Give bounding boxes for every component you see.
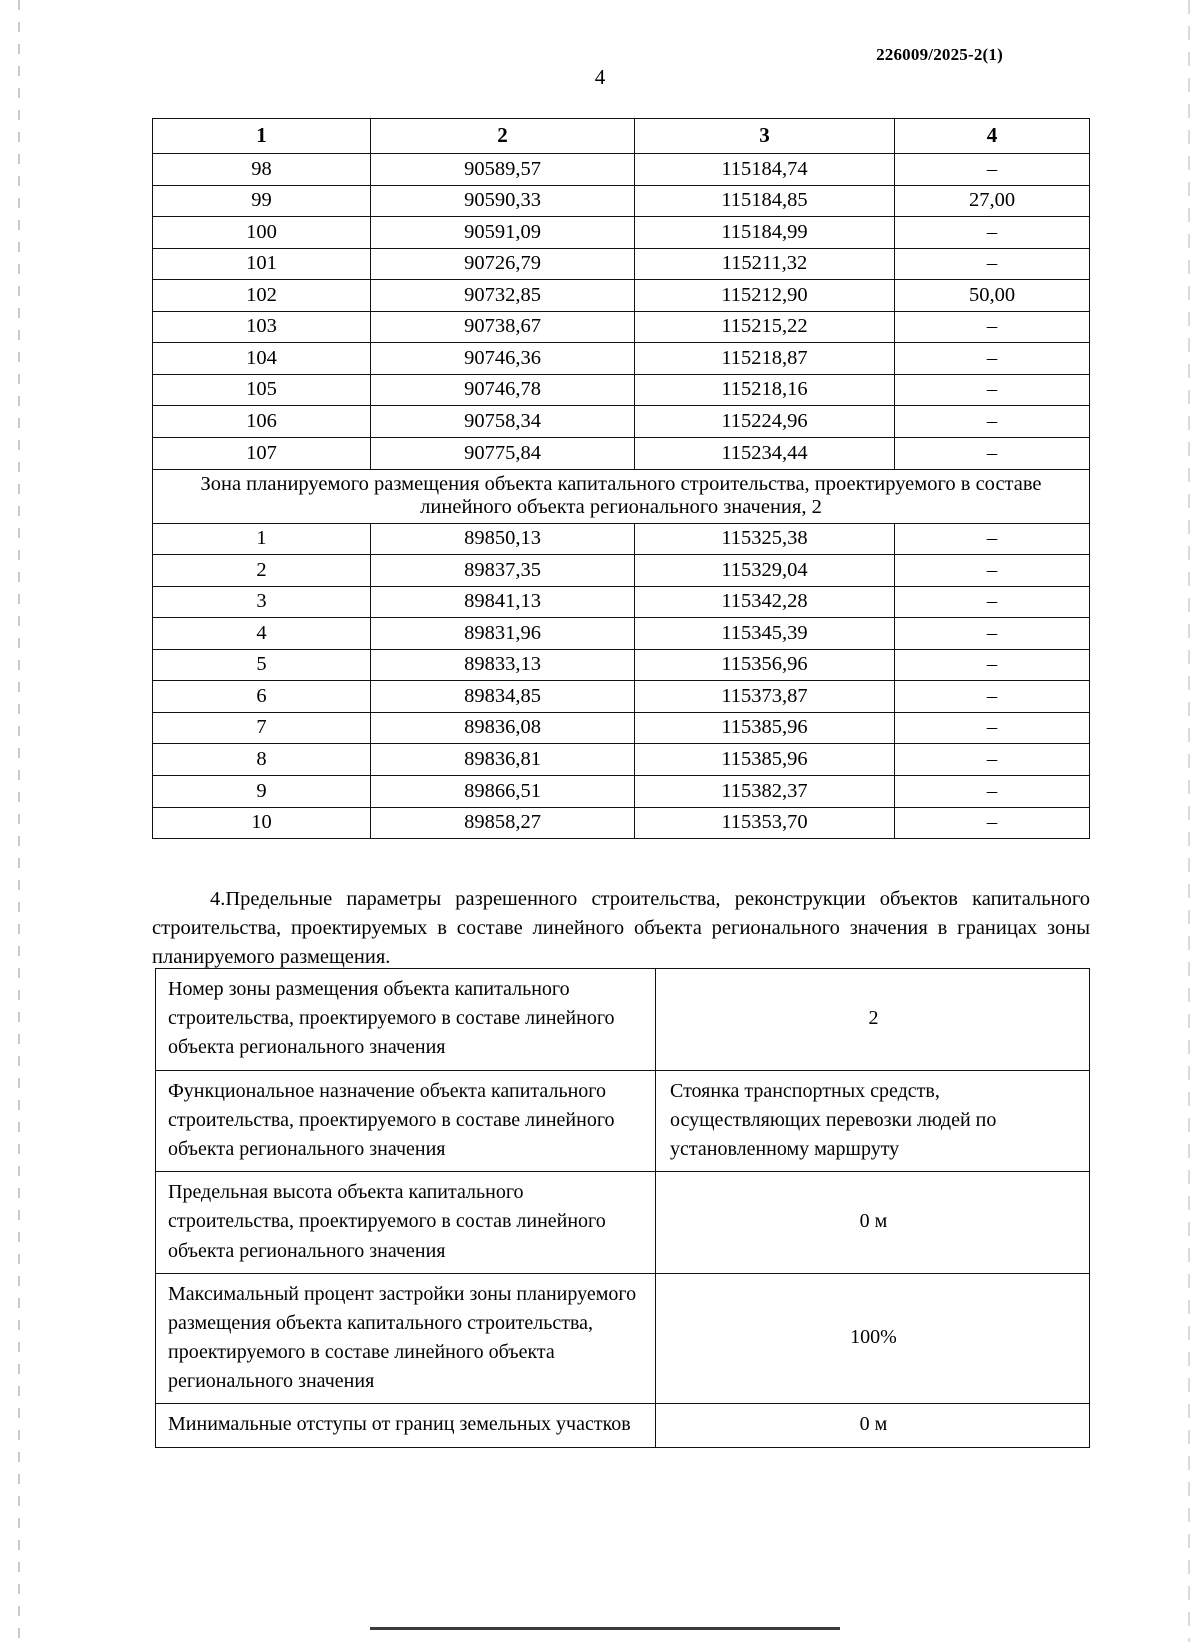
coordinate-y: 115385,96	[635, 712, 895, 744]
table-row	[153, 185, 1090, 217]
point-number: 2	[153, 555, 371, 587]
coordinate-x: 89836,81	[371, 744, 635, 776]
coordinate-y: 115342,28	[635, 586, 895, 618]
point-number: 100	[153, 217, 371, 249]
coordinate-x: 90589,57	[371, 154, 635, 186]
parameter-value: 0 м	[656, 1404, 1090, 1447]
radius-value: –	[895, 618, 1090, 650]
point-number: 10	[153, 807, 371, 839]
coordinate-y: 115385,96	[635, 744, 895, 776]
table-row	[153, 217, 1090, 249]
coordinate-x: 89831,96	[371, 618, 635, 650]
table-row	[153, 649, 1090, 681]
parameters-table	[155, 968, 1090, 1448]
point-number: 102	[153, 280, 371, 312]
parameter-row	[156, 1172, 1090, 1274]
coordinate-x: 90726,79	[371, 248, 635, 280]
coordinates-table	[152, 118, 1090, 839]
point-number: 5	[153, 649, 371, 681]
table-row	[153, 406, 1090, 438]
parameter-row	[156, 1273, 1090, 1404]
coordinate-y: 115218,87	[635, 343, 895, 375]
table-row	[153, 586, 1090, 618]
radius-value: –	[895, 807, 1090, 839]
coordinate-y: 115325,38	[635, 523, 895, 555]
coordinate-y: 115184,85	[635, 185, 895, 217]
point-number: 106	[153, 406, 371, 438]
coordinate-x: 90775,84	[371, 438, 635, 470]
radius-value: –	[895, 681, 1090, 713]
table-row	[153, 438, 1090, 470]
table-row	[153, 523, 1090, 555]
coordinates-table-body	[153, 154, 1090, 839]
point-number: 1	[153, 523, 371, 555]
parameters-table-container	[155, 968, 1089, 1448]
radius-value: –	[895, 217, 1090, 249]
table-section-heading: Зона планируемого размещения объекта капитального строительства, проектируемого в составе линейного объекта регионального значения, 2	[153, 469, 1090, 523]
coordinate-x: 90732,85	[371, 280, 635, 312]
coordinate-x: 90758,34	[371, 406, 635, 438]
point-number: 7	[153, 712, 371, 744]
scan-artifact-right-edge	[1188, 0, 1190, 1642]
coordinate-y: 115329,04	[635, 555, 895, 587]
paragraph-4: 4.Предельные параметры разрешенного строительства, реконструкции объектов капитального строительства, проектируемых в составе линейного объекта регионального значения в границах зоны планируемого размещения.	[152, 888, 1090, 969]
point-number: 105	[153, 374, 371, 406]
coordinate-x: 89837,35	[371, 555, 635, 587]
document-code: 226009/2025-2(1)	[876, 45, 1003, 64]
coordinate-y: 115211,32	[635, 248, 895, 280]
table-row	[153, 154, 1090, 186]
point-number: 101	[153, 248, 371, 280]
radius-value: –	[895, 438, 1090, 470]
table-row	[153, 776, 1090, 808]
coordinate-x: 90590,33	[371, 185, 635, 217]
coordinate-x: 90738,67	[371, 311, 635, 343]
coordinate-x: 89833,13	[371, 649, 635, 681]
column-header-3: 3	[635, 119, 895, 154]
scan-artifact-bottom-mark	[370, 1627, 840, 1630]
column-header-4: 4	[895, 119, 1090, 154]
table-row	[153, 744, 1090, 776]
parameter-label: Максимальный процент застройки зоны планируемого размещения объекта капитального строительства, проектируемого в составе линейного объекта регионального значения	[156, 1273, 656, 1404]
parameter-label: Минимальные отступы от границ земельных участков	[156, 1404, 656, 1447]
table-row	[153, 248, 1090, 280]
coordinate-y: 115184,74	[635, 154, 895, 186]
coordinate-y: 115382,37	[635, 776, 895, 808]
coordinate-y: 115218,16	[635, 374, 895, 406]
radius-value: –	[895, 712, 1090, 744]
coordinate-x: 89834,85	[371, 681, 635, 713]
coordinate-y: 115215,22	[635, 311, 895, 343]
table-row	[153, 681, 1090, 713]
radius-value: –	[895, 374, 1090, 406]
scan-artifact-left-edge	[18, 0, 20, 1642]
radius-value: 27,00	[895, 185, 1090, 217]
coordinate-y: 115373,87	[635, 681, 895, 713]
table-row	[153, 712, 1090, 744]
coordinate-y: 115234,44	[635, 438, 895, 470]
table-row	[153, 555, 1090, 587]
coordinate-x: 89836,08	[371, 712, 635, 744]
parameter-value: Стоянка транспортных средств, осуществляющих перевозки людей по установленному маршруту	[656, 1070, 1090, 1172]
coordinate-x: 89866,51	[371, 776, 635, 808]
point-number: 9	[153, 776, 371, 808]
coordinate-x: 90746,36	[371, 343, 635, 375]
parameter-label: Предельная высота объекта капитального строительства, проектируемого в состав линейного объекта регионального значения	[156, 1172, 656, 1274]
coordinate-x: 89858,27	[371, 807, 635, 839]
radius-value: –	[895, 406, 1090, 438]
point-number: 99	[153, 185, 371, 217]
parameter-row	[156, 1070, 1090, 1172]
parameter-row	[156, 1404, 1090, 1447]
coordinate-x: 89841,13	[371, 586, 635, 618]
parameter-value: 0 м	[656, 1172, 1090, 1274]
radius-value: –	[895, 744, 1090, 776]
radius-value: –	[895, 649, 1090, 681]
radius-value: –	[895, 154, 1090, 186]
radius-value: –	[895, 343, 1090, 375]
parameter-label: Функциональное назначение объекта капитального строительства, проектируемого в составе линейного объекта регионального значения	[156, 1070, 656, 1172]
coordinate-x: 90591,09	[371, 217, 635, 249]
table-section-heading-row	[153, 469, 1090, 523]
coordinates-table-container	[152, 118, 1089, 839]
point-number: 103	[153, 311, 371, 343]
radius-value: –	[895, 523, 1090, 555]
radius-value: –	[895, 776, 1090, 808]
parameter-label: Номер зоны размещения объекта капитального строительства, проектируемого в составе линейного объекта регионального значения	[156, 969, 656, 1071]
coordinate-y: 115224,96	[635, 406, 895, 438]
page-number: 4	[594, 65, 606, 89]
table-header-row	[153, 119, 1090, 154]
parameter-value: 100%	[656, 1273, 1090, 1404]
coordinate-y: 115353,70	[635, 807, 895, 839]
table-row	[153, 280, 1090, 312]
parameter-row	[156, 969, 1090, 1071]
coordinate-y: 115345,39	[635, 618, 895, 650]
radius-value: –	[895, 248, 1090, 280]
radius-value: –	[895, 555, 1090, 587]
point-number: 98	[153, 154, 371, 186]
point-number: 8	[153, 744, 371, 776]
point-number: 104	[153, 343, 371, 375]
column-header-2: 2	[371, 119, 635, 154]
point-number: 107	[153, 438, 371, 470]
point-number: 3	[153, 586, 371, 618]
parameters-table-body	[156, 969, 1090, 1448]
table-row	[153, 343, 1090, 375]
table-row	[153, 807, 1090, 839]
coordinate-y: 115212,90	[635, 280, 895, 312]
coordinate-y: 115356,96	[635, 649, 895, 681]
table-row	[153, 311, 1090, 343]
coordinate-x: 90746,78	[371, 374, 635, 406]
point-number: 4	[153, 618, 371, 650]
radius-value: –	[895, 586, 1090, 618]
coordinate-x: 89850,13	[371, 523, 635, 555]
radius-value: –	[895, 311, 1090, 343]
column-header-1: 1	[153, 119, 371, 154]
parameter-value: 2	[656, 969, 1090, 1071]
coordinate-y: 115184,99	[635, 217, 895, 249]
point-number: 6	[153, 681, 371, 713]
table-row	[153, 374, 1090, 406]
radius-value: 50,00	[895, 280, 1090, 312]
table-row	[153, 618, 1090, 650]
